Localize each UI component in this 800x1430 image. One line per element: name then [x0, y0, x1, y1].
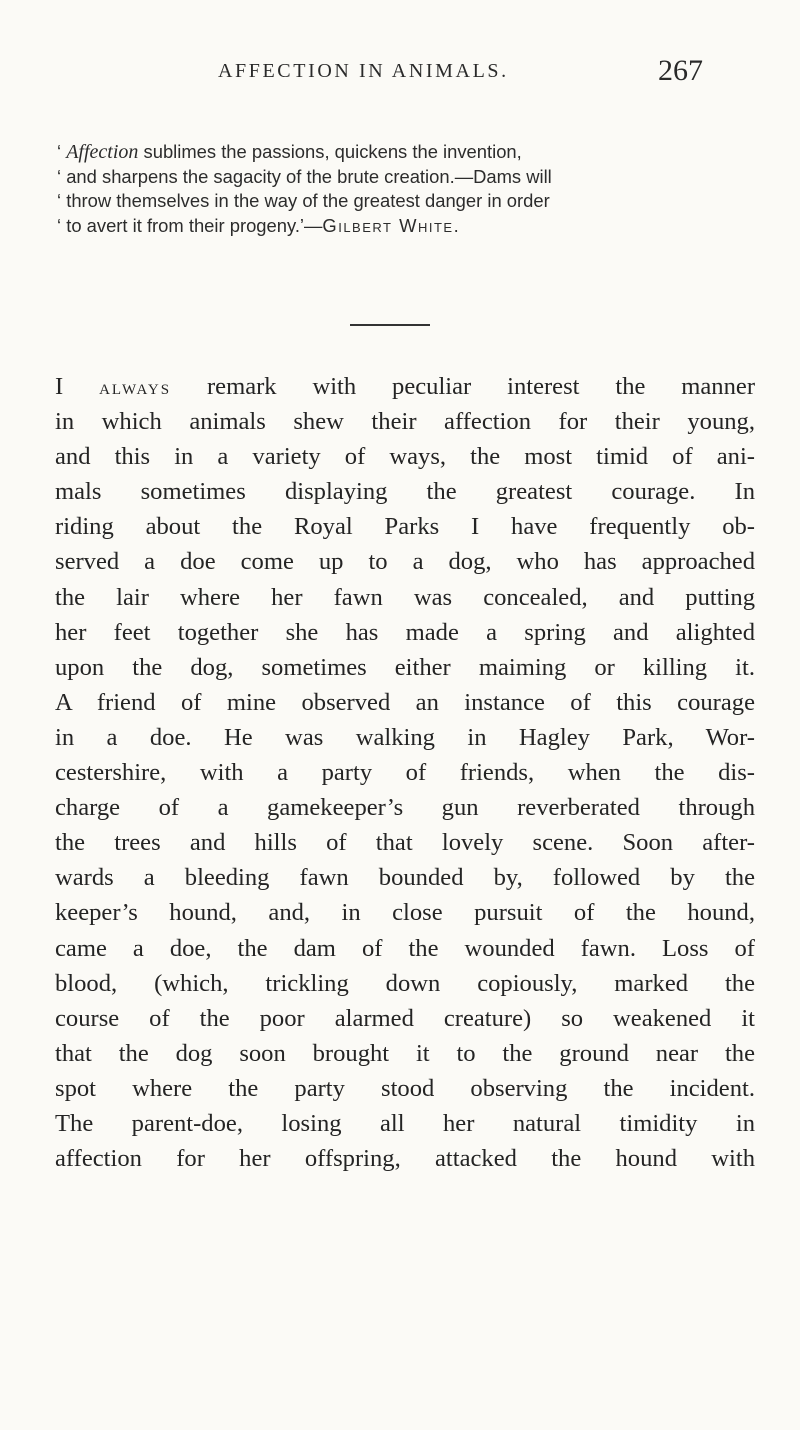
running-head [0, 54, 800, 98]
body-text [55, 369, 755, 1176]
body-line: The parent-doe, losing all her natural timidity in [55, 1109, 755, 1137]
body-line: riding about the Royal Parks I have frequently ob- [55, 513, 755, 541]
body-line: that the dog soon brought it to the ground near the [55, 1039, 755, 1067]
lead-letter: I [55, 373, 64, 400]
body-line: her feet together she has made a spring and alighted [55, 618, 755, 646]
body-line: cestershire, with a party of friends, when the dis- [55, 759, 755, 787]
body-line: A friend of mine observed an instance of this courage [55, 688, 755, 716]
body-line: mals sometimes displaying the greatest courage. In [55, 478, 755, 506]
body-line: upon the dog, sometimes either maiming or killing it. [55, 653, 755, 681]
body-line: in which animals shew their affection for their young, [55, 408, 755, 436]
body-line: wards a bleeding fawn bounded by, followed by the [55, 864, 755, 892]
epigraph-emphasis: Affection [66, 141, 139, 163]
epigraph-attribution: Gilbert White. [322, 214, 461, 236]
running-title: AFFECTION IN ANIMALS. [218, 60, 509, 82]
body-line: affection for her offspring, attacked the hound with [55, 1145, 755, 1173]
body-line: charge of a gamekeeper’s gun reverberated through [55, 794, 755, 822]
page-number: 267 [658, 54, 703, 87]
body-line: course of the poor alarmed creature) so weakened it [55, 1004, 755, 1032]
body-line: came a doe, the dam of the wounded fawn. Loss of [55, 934, 755, 962]
body-line: blood, (which, trickling down copiously, marked the [55, 969, 755, 997]
epigraph-line: ‘ Affection sublimes the passions, quickens the invention, [57, 141, 522, 163]
body-line: spot where the party stood observing the incident. [55, 1074, 755, 1102]
epigraph-line: ‘ throw themselves in the way of the greatest danger in order [57, 190, 550, 211]
body-line: and this in a variety of ways, the most timid of ani- [55, 443, 755, 471]
epigraph-line: ‘ to avert it from their progeny.’—Gilbert White. [57, 214, 461, 236]
body-line: the lair where her fawn was concealed, and putting [55, 583, 755, 611]
lead-word: always [99, 374, 172, 399]
section-divider [350, 324, 430, 326]
epigraph [57, 140, 747, 238]
epigraph-line: ‘ and sharpens the sagacity of the brute creation.—Dams will [57, 165, 552, 187]
body-line: keeper’s hound, and, in close pursuit of the hound, [55, 899, 755, 927]
body-line: in a doe. He was walking in Hagley Park, Wor- [55, 723, 755, 751]
body-line: served a doe come up to a dog, who has approached [55, 548, 755, 576]
body-line: the trees and hills of that lovely scene. Soon after- [55, 829, 755, 857]
body-line: I always remark with peculiar interest the manner [55, 373, 756, 400]
